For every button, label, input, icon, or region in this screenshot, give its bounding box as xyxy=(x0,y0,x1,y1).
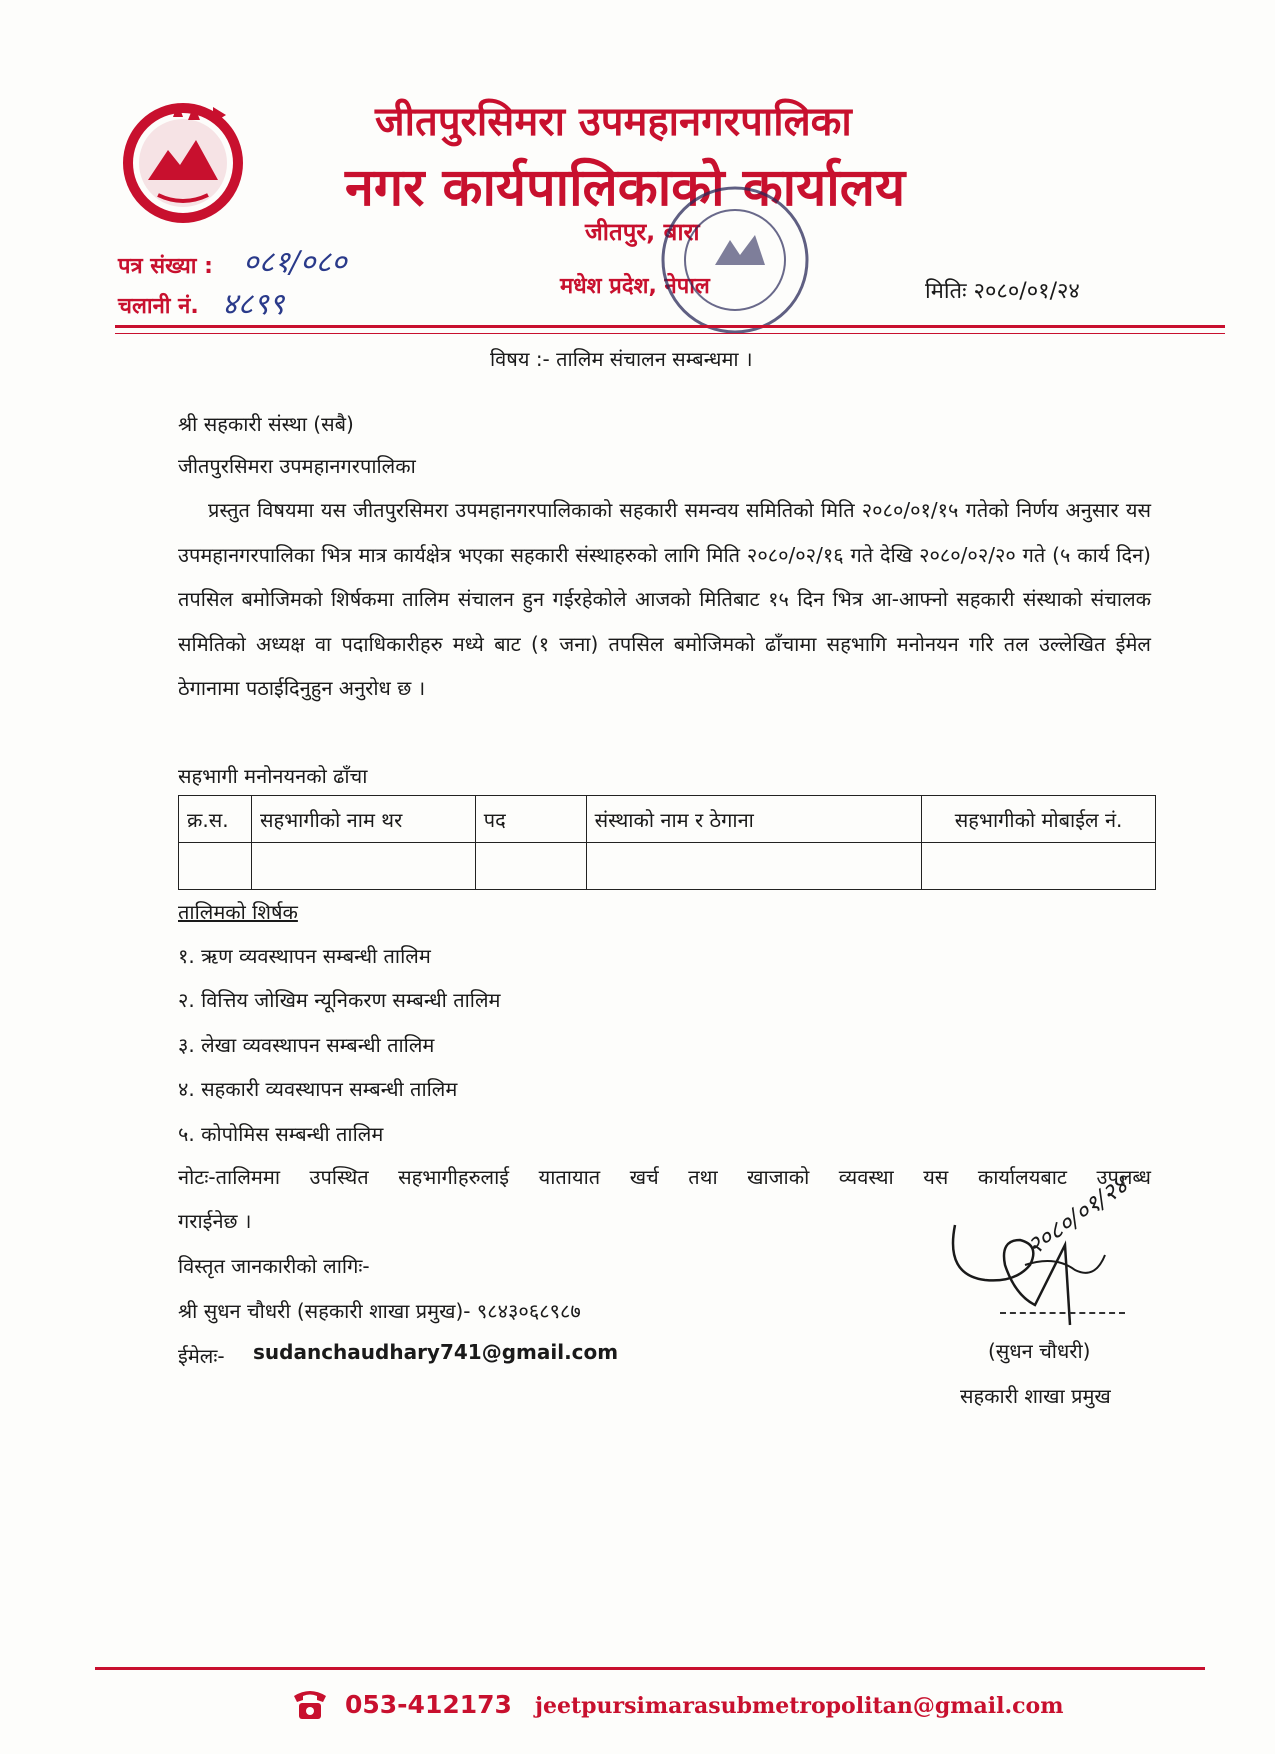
dispatch-number-value: ४८९९ xyxy=(222,287,285,322)
column-header: सहभागीको मोबाईल नं. xyxy=(922,796,1156,843)
letter-subject: विषय :- तालिम संचालन सम्बन्धमा । xyxy=(490,347,753,371)
office-stamp-icon xyxy=(655,180,815,340)
topic-item: ४. सहकारी व्यवस्थापन सम्बन्धी तालिम xyxy=(178,1077,458,1101)
letter-number-value: ०८१/०८० xyxy=(243,245,347,280)
table-cell xyxy=(475,843,586,890)
letter-body: प्रस्तुत विषयमा यस जीतपुरसिमरा उपमहानगरपालिकाको सहकारी समन्वय समितिको मिति २०८०/०१/१५ गतेको निर्णय अनुसार यस उपमहानगरपालिका भित्र मात्र कार्यक्षेत्र भएका सहकारी संस्थाहरुको लागि मिति २०८०/०२/१६ गते देखि २०८०/०२/२० गते (५ कार्य दिन) तपसिल बमोजिमको शिर्षकमा तालिम संचालन हुन गईरहेकोले आजको मितिबाट १५ दिन भित्र आ-आफ्नो सहकारी संस्थाको संचालक समितिको अध्यक्ष वा पदाधिकारीहरु मध्ये बाट (१ जना) तपसिल बमोजिमको ढाँचामा सहभागि मनोनयन गरि तल उल्लेखित ईमेल ठेगानामा पठाईदिनुहुन अनुरोध छ । xyxy=(178,498,1151,700)
footer-rule xyxy=(95,1667,1205,1670)
header-rule xyxy=(115,325,1225,328)
recipient-line1: श्री सहकारी संस्था (सबै) xyxy=(178,412,354,436)
note-line1: नोटः-तालिममा उपस्थित सहभागीहरुलाई यातायात खर्च तथा खाजाको व्यवस्था यस कार्यालयबाट उपलब्ध xyxy=(178,1165,1151,1189)
table-row xyxy=(179,843,1156,890)
recipient-line2: जीतपुरसिमरा उपमहानगरपालिका xyxy=(178,454,416,478)
table-cell xyxy=(251,843,475,890)
contact-email-label: ईमेलः- xyxy=(178,1344,225,1368)
table-header-row xyxy=(179,796,1156,843)
contact-heading: विस्तृत जानकारीको लागिः- xyxy=(178,1254,370,1278)
signature-line xyxy=(1000,1312,1125,1314)
header-rule-thin xyxy=(115,333,1225,334)
office-name-line1: जीतपुरसिमरा उपमहानगरपालिका xyxy=(375,99,852,145)
dispatch-number-label: चलानी नं. xyxy=(118,294,199,319)
column-header: संस्थाको नाम र ठेगाना xyxy=(586,796,922,843)
column-header: सहभागीको नाम थर xyxy=(251,796,475,843)
office-address: जीतपुर, बारा xyxy=(585,218,700,246)
table-cell xyxy=(586,843,922,890)
office-province: मधेश प्रदेश, नेपाल xyxy=(560,274,710,299)
column-header: क्र.स. xyxy=(179,796,252,843)
office-name-line2: नगर कार्यपालिकाको कार्यालय xyxy=(345,158,906,218)
telephone-icon xyxy=(290,1686,330,1722)
nomination-form-table xyxy=(178,795,1156,890)
contact-person: श्री सुधन चौधरी (सहकारी शाखा प्रमुख)- ९८४३०६८९८७ xyxy=(178,1299,581,1323)
signatory-name: (सुधन चौधरी) xyxy=(988,1339,1091,1363)
form-title: सहभागी मनोनयनको ढाँचा xyxy=(178,764,368,788)
note-line2: गराईनेछ । xyxy=(178,1209,252,1233)
letter-number-label: पत्र संख्या : xyxy=(118,254,213,279)
footer-email: jeetpursimarasubmetropolitan@gmail.com xyxy=(535,1693,1064,1719)
letter-date: मितिः २०८०/०१/२४ xyxy=(925,279,1080,304)
topics-title: तालिमको शिर्षक xyxy=(178,900,298,924)
signature-date: २०८०/०१/२४ xyxy=(1021,1170,1133,1261)
topic-item: ५. कोपोमिस सम्बन्धी तालिम xyxy=(178,1122,384,1146)
signatory-title: सहकारी शाखा प्रमुख xyxy=(960,1384,1111,1408)
topic-item: ३. लेखा व्यवस्थापन सम्बन्धी तालिम xyxy=(178,1033,435,1057)
column-header: पद xyxy=(475,796,586,843)
table-cell xyxy=(922,843,1156,890)
table-cell xyxy=(179,843,252,890)
nepal-emblem-icon xyxy=(118,95,248,225)
footer-phone: 053-412173 xyxy=(345,1690,512,1719)
topic-item: १. ऋण व्यवस्थापन सम्बन्धी तालिम xyxy=(178,944,431,968)
topic-item: २. वित्तिय जोखिम न्यूनिकरण सम्बन्धी तालिम xyxy=(178,988,501,1012)
contact-email: sudanchaudhary741@gmail.com xyxy=(253,1340,619,1364)
